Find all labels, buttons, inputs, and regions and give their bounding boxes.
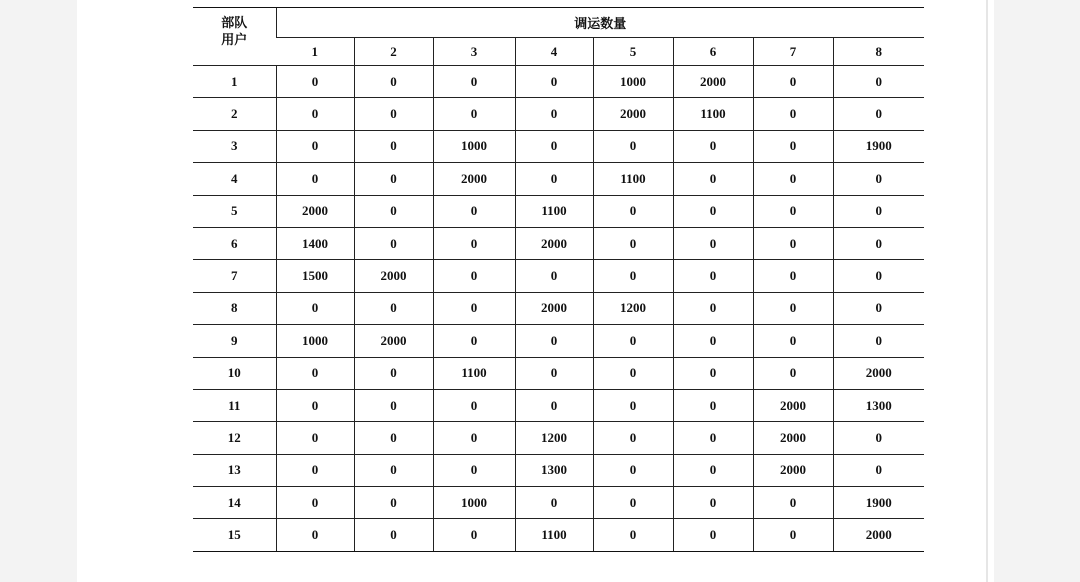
table-cell: 0 [673,422,753,454]
table-cell: 0 [276,357,354,389]
table-cell: 2000 [593,98,673,130]
row-label: 11 [193,389,276,421]
table-cell: 2000 [753,389,833,421]
table-cell: 1100 [433,357,515,389]
table-cell: 1100 [673,98,753,130]
table-cell: 0 [673,227,753,259]
header-row-group [193,8,924,38]
table-cell: 0 [673,519,753,551]
table-cell: 0 [593,357,673,389]
table-cell: 2000 [433,163,515,195]
table-cell: 0 [276,292,354,324]
table-cell: 0 [433,454,515,486]
table-cell: 0 [593,454,673,486]
table-cell: 2000 [354,260,433,292]
table-cell: 0 [354,227,433,259]
row-label: 9 [193,325,276,357]
table-cell: 0 [433,227,515,259]
row-label: 4 [193,163,276,195]
table-cell: 0 [833,325,924,357]
table-row [193,66,924,98]
table-cell: 1300 [515,454,593,486]
table-row [193,422,924,454]
table-cell: 0 [354,357,433,389]
table-cell: 0 [354,389,433,421]
column-header-row [193,38,924,66]
table-cell: 0 [433,195,515,227]
table-row [193,389,924,421]
table-cell: 0 [354,130,433,162]
table-cell: 0 [673,454,753,486]
table-cell: 0 [515,325,593,357]
table-cell: 1900 [833,487,924,519]
table-cell: 2000 [753,422,833,454]
table-cell: 2000 [276,195,354,227]
table-cell: 0 [753,519,833,551]
table-cell: 0 [673,487,753,519]
table-cell: 0 [515,66,593,98]
row-label: 1 [193,66,276,98]
column-header: 1 [276,38,354,66]
table-cell: 0 [276,98,354,130]
table-cell: 0 [593,260,673,292]
table-cell: 0 [276,163,354,195]
row-label: 12 [193,422,276,454]
table-cell: 1000 [593,66,673,98]
table-row [193,130,924,162]
table-row [193,227,924,259]
table-cell: 0 [753,163,833,195]
table-cell: 1000 [433,130,515,162]
row-label: 10 [193,357,276,389]
table-cell: 1200 [593,292,673,324]
table-cell: 0 [515,130,593,162]
column-header: 5 [593,38,673,66]
table-cell: 2000 [673,66,753,98]
table-cell: 0 [276,454,354,486]
table-cell: 0 [593,130,673,162]
table-cell: 0 [673,389,753,421]
table-row [193,260,924,292]
table-cell: 0 [276,66,354,98]
table-cell: 0 [354,487,433,519]
table-cell: 2000 [515,292,593,324]
table-cell: 2000 [753,454,833,486]
table-cell: 0 [354,422,433,454]
table-cell: 1100 [515,195,593,227]
row-label: 8 [193,292,276,324]
table-cell: 0 [753,487,833,519]
table-cell: 0 [433,66,515,98]
table-cell: 0 [673,292,753,324]
table-cell: 0 [593,227,673,259]
page-edge [986,0,988,582]
row-label: 13 [193,454,276,486]
table-cell: 0 [354,292,433,324]
table-cell: 0 [833,292,924,324]
table-cell: 0 [515,260,593,292]
corner-header-top: 部队 [221,15,248,30]
table-cell: 0 [515,163,593,195]
table-cell: 0 [593,422,673,454]
table-cell: 0 [753,227,833,259]
table-cell: 0 [753,195,833,227]
table-cell: 0 [753,260,833,292]
table-cell: 0 [673,325,753,357]
table-cell: 0 [833,66,924,98]
table-cell: 2000 [354,325,433,357]
row-label: 3 [193,130,276,162]
table-cell: 0 [833,163,924,195]
table-cell: 0 [276,389,354,421]
table-row [193,519,924,551]
table-cell: 0 [753,325,833,357]
table-cell: 0 [354,195,433,227]
table-cell: 0 [433,325,515,357]
row-label: 2 [193,98,276,130]
column-header: 3 [433,38,515,66]
table-cell: 0 [354,98,433,130]
column-header: 8 [833,38,924,66]
table-row [193,325,924,357]
table-cell: 0 [753,66,833,98]
table-cell: 0 [593,389,673,421]
table-cell: 0 [833,195,924,227]
table-cell: 0 [433,98,515,130]
corner-header [193,8,276,66]
table-cell: 1300 [833,389,924,421]
table-body [193,66,924,552]
row-label: 15 [193,519,276,551]
table-cell: 0 [433,260,515,292]
group-header: 调运数量 [276,8,924,38]
table-row [193,454,924,486]
table-cell: 0 [276,487,354,519]
table-cell: 1900 [833,130,924,162]
table-cell: 0 [673,195,753,227]
table-cell: 0 [593,487,673,519]
table-cell: 0 [753,98,833,130]
corner-header-bottom: 用户 [221,32,248,47]
table-cell: 0 [354,163,433,195]
table-row [193,487,924,519]
table-cell: 0 [354,519,433,551]
table-cell: 0 [753,357,833,389]
table-cell: 0 [354,454,433,486]
table-cell: 0 [515,98,593,130]
table-cell: 0 [433,389,515,421]
table-cell: 0 [673,260,753,292]
table-cell: 0 [515,389,593,421]
column-header: 6 [673,38,753,66]
table-cell: 0 [433,292,515,324]
table-cell: 1400 [276,227,354,259]
table-cell: 1200 [515,422,593,454]
table-cell: 2000 [833,519,924,551]
table-cell: 0 [673,130,753,162]
table-cell: 1000 [276,325,354,357]
column-header: 4 [515,38,593,66]
table-cell: 0 [276,130,354,162]
table-cell: 0 [833,260,924,292]
table-cell: 0 [515,487,593,519]
table-cell: 0 [276,422,354,454]
table-cell: 1000 [433,487,515,519]
table-cell: 0 [833,227,924,259]
table-cell: 0 [354,66,433,98]
table-row [193,292,924,324]
table-cell: 0 [276,519,354,551]
table-cell: 0 [433,422,515,454]
table-row [193,357,924,389]
allocation-table [193,7,924,552]
table-row [193,163,924,195]
table-cell: 0 [515,357,593,389]
column-header: 2 [354,38,433,66]
table-row [193,195,924,227]
table-cell: 0 [753,292,833,324]
table-cell: 0 [833,454,924,486]
table-cell: 0 [433,519,515,551]
table-cell: 2000 [833,357,924,389]
table-cell: 0 [833,98,924,130]
table-cell: 1100 [593,163,673,195]
table-cell: 0 [673,163,753,195]
row-label: 14 [193,487,276,519]
table-cell: 0 [673,357,753,389]
table-cell: 0 [593,325,673,357]
table-cell: 0 [593,195,673,227]
table-cell: 0 [593,519,673,551]
table-row [193,98,924,130]
table-cell: 2000 [515,227,593,259]
row-label: 7 [193,260,276,292]
table-cell: 1100 [515,519,593,551]
table-cell: 0 [833,422,924,454]
table-cell: 1500 [276,260,354,292]
table-cell: 0 [753,130,833,162]
column-header: 7 [753,38,833,66]
row-label: 5 [193,195,276,227]
row-label: 6 [193,227,276,259]
